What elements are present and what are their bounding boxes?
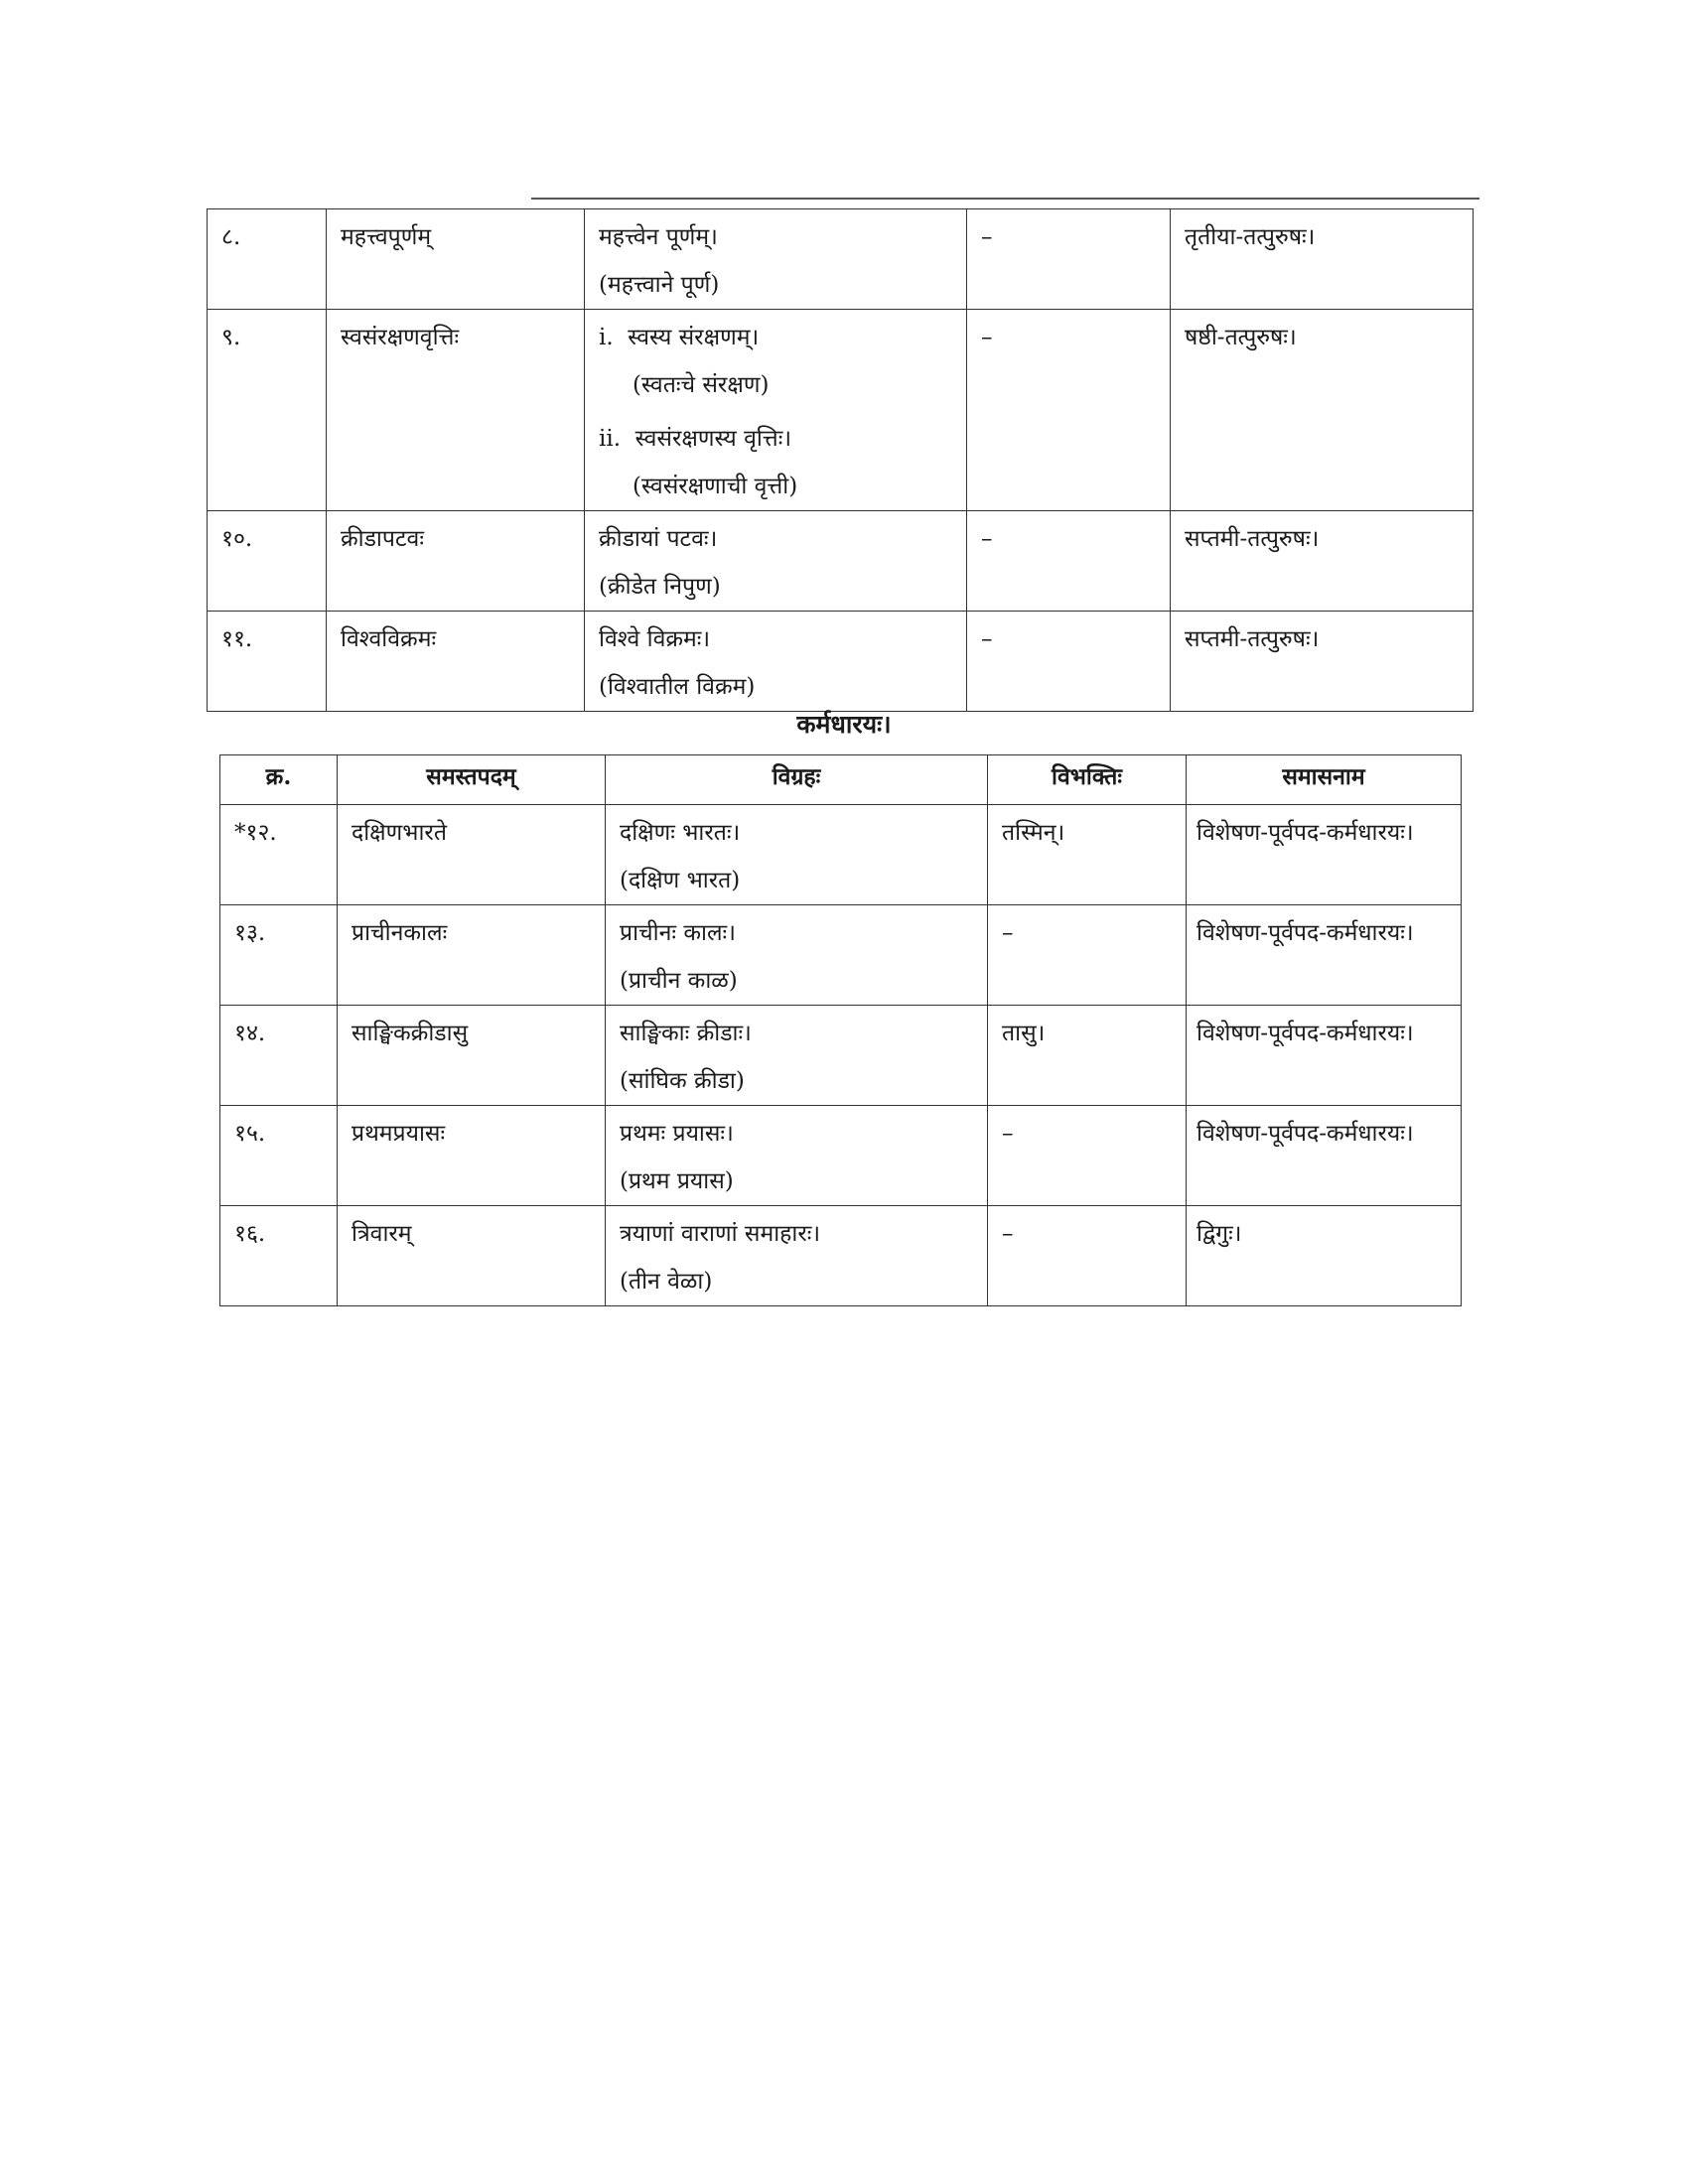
top-rule	[531, 198, 1479, 200]
vigraha-sanskrit: स्वसंरक्षणस्य वृत्तिः।	[634, 426, 792, 452]
vigraha-gloss: (स्वसंरक्षणाची वृत्ती)	[633, 474, 798, 499]
vigraha-sanskrit: महत्त्वेन पूर्णम्।	[599, 224, 718, 250]
vigraha	[606, 1006, 988, 1106]
vigraha-sanskrit: क्रीडायां पटवः।	[599, 526, 718, 552]
table-row	[208, 612, 1474, 712]
samasta-padam: प्रथमप्रयासः	[338, 1106, 606, 1206]
table-row	[208, 209, 1474, 310]
vibhakti: –	[967, 511, 1171, 612]
row-number: १४.	[220, 1006, 338, 1106]
vigraha-sanskrit: त्रयाणां वाराणां समाहारः।	[620, 1221, 821, 1247]
column-header: विभक्तिः	[988, 755, 1187, 805]
vigraha	[585, 209, 967, 310]
vigraha-gloss: (क्रीडेत निपुण)	[599, 574, 721, 600]
vibhakti: तस्मिन्।	[988, 805, 1187, 905]
row-number: ८.	[208, 209, 327, 310]
vigraha	[606, 905, 988, 1006]
table-row	[220, 805, 1462, 905]
vigraha-gloss: (सांघिक क्रीडा)	[620, 1068, 745, 1094]
samasta-padam: महत्त्वपूर्णम्	[327, 209, 585, 310]
vigraha	[606, 1206, 988, 1306]
vigraha-gloss: (प्राचीन काळ)	[620, 968, 738, 994]
samasa-nama: सप्तमी-तत्पुरुषः।	[1171, 511, 1474, 612]
samasta-padam: साङ्घिकक्रीडासु	[338, 1006, 606, 1106]
item-marker: i.	[599, 325, 614, 350]
table-row	[220, 1006, 1462, 1106]
section-heading: कर्मधारयः।	[796, 710, 892, 739]
vibhakti: –	[988, 1206, 1187, 1306]
vibhakti: –	[988, 905, 1187, 1006]
row-number: *१२.	[220, 805, 338, 905]
vigraha	[585, 612, 967, 712]
karmadharaya-table	[219, 754, 1462, 1306]
samasa-nama: विशेषण-पूर्वपद-कर्मधारयः।	[1187, 805, 1462, 905]
vigraha	[585, 511, 967, 612]
samasa-nama: विशेषण-पूर्वपद-कर्मधारयः।	[1187, 905, 1462, 1006]
row-number: ११.	[208, 612, 327, 712]
samasta-padam: त्रिवारम्	[338, 1206, 606, 1306]
table-row	[208, 310, 1474, 511]
vibhakti: –	[967, 612, 1171, 712]
tatpurusha-table	[207, 208, 1474, 712]
row-number: १०.	[208, 511, 327, 612]
samasa-nama: विशेषण-पूर्वपद-कर्मधारयः।	[1187, 1106, 1462, 1206]
samasa-nama: विशेषण-पूर्वपद-कर्मधारयः।	[1187, 1006, 1462, 1106]
column-header: समस्तपदम्	[338, 755, 606, 805]
table-row	[220, 905, 1462, 1006]
column-header: विग्रहः	[606, 755, 988, 805]
vigraha-gloss: (तीन वेळा)	[620, 1269, 713, 1295]
samasa-nama: तृतीया-तत्पुरुषः।	[1171, 209, 1474, 310]
vigraha	[606, 805, 988, 905]
table-row	[220, 1106, 1462, 1206]
vibhakti: –	[967, 209, 1171, 310]
samasta-padam: क्रीडापटवः	[327, 511, 585, 612]
vigraha-sanskrit: स्वस्य संरक्षणम्।	[628, 325, 760, 350]
vibhakti: –	[988, 1106, 1187, 1206]
samasta-padam: दक्षिणभारते	[338, 805, 606, 905]
vibhakti: तासु।	[988, 1006, 1187, 1106]
samasta-padam: प्राचीनकालः	[338, 905, 606, 1006]
samasa-nama: षष्ठी-तत्पुरुषः।	[1171, 310, 1474, 511]
vigraha-sanskrit: प्राचीनः कालः।	[620, 920, 736, 946]
vigraha-gloss: (विश्वातील विक्रम)	[599, 674, 756, 700]
row-number: १६.	[220, 1206, 338, 1306]
vigraha-sanskrit: विश्वे विक्रमः।	[599, 626, 711, 652]
item-marker: ii.	[599, 426, 622, 452]
vigraha	[606, 1106, 988, 1206]
vigraha	[585, 310, 967, 511]
vigraha-sanskrit: साङ्घिकाः क्रीडाः।	[620, 1021, 752, 1046]
vigraha-gloss: (स्वतःचे संरक्षण)	[633, 372, 770, 398]
column-header: समासनाम	[1187, 755, 1462, 805]
vigraha-gloss: (प्रथम प्रयास)	[620, 1168, 734, 1194]
samasta-padam: स्वसंरक्षणवृत्तिः	[327, 310, 585, 511]
header-row	[220, 755, 1462, 805]
vigraha-gloss: (दक्षिण भारत)	[620, 868, 741, 893]
samasa-nama: सप्तमी-तत्पुरुषः।	[1171, 612, 1474, 712]
row-number: ९.	[208, 310, 327, 511]
vigraha-gloss: (महत्त्वाने पूर्ण)	[599, 272, 720, 298]
row-number: १३.	[220, 905, 338, 1006]
vigraha-sanskrit: दक्षिणः भारतः।	[620, 820, 741, 846]
column-header: क्र.	[220, 755, 338, 805]
vibhakti: –	[967, 310, 1171, 511]
vigraha-item	[599, 415, 966, 463]
table-row	[220, 1206, 1462, 1306]
row-number: १५.	[220, 1106, 338, 1206]
table-row	[208, 511, 1474, 612]
samasa-nama: द्विगुः।	[1187, 1206, 1462, 1306]
samasta-padam: विश्वविक्रमः	[327, 612, 585, 712]
vigraha-item	[599, 314, 966, 361]
vigraha-sanskrit: प्रथमः प्रयासः।	[620, 1121, 734, 1147]
